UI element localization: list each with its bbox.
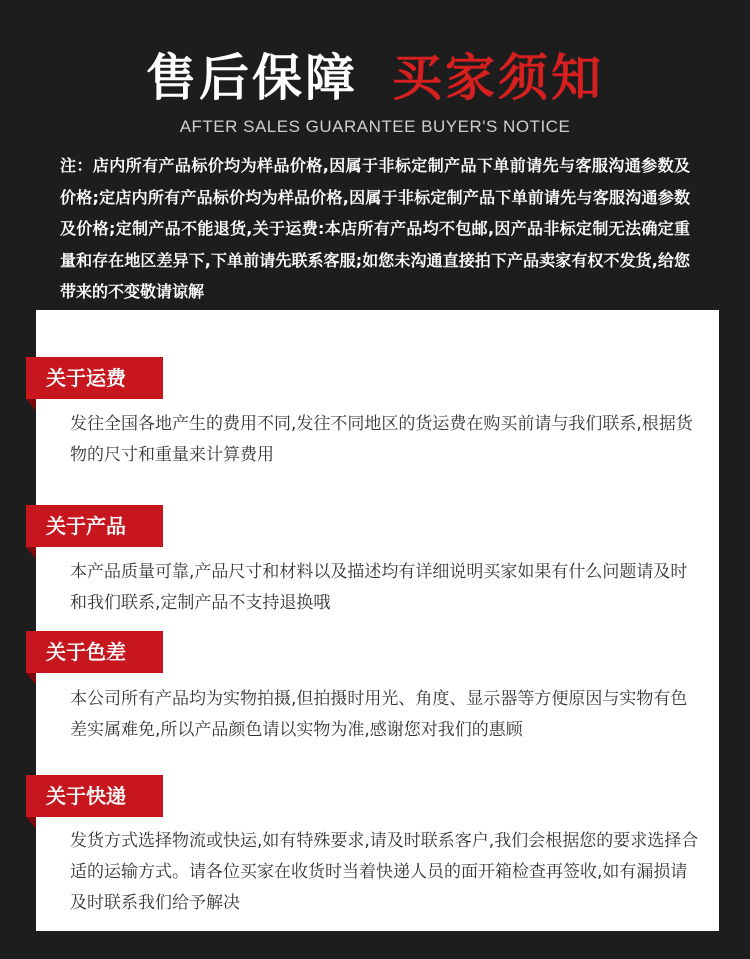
section-tab-color-difference: 关于色差 bbox=[26, 631, 163, 673]
section-body-product: 本产品质量可靠,产品尺寸和材料以及描述均有详细说明买家如果有什么问题请及时和我们联系,定制产品不支持退换哦 bbox=[70, 562, 688, 613]
title-buyers-notice: 买家须知 bbox=[392, 49, 604, 107]
section-tab-shipping: 关于运费 bbox=[26, 357, 163, 399]
notice-text: 注：店内所有产品标价均为样品价格,因属于非标定制产品下单前请先与客服沟通参数及价格;定店内所有产品标价均为样品价格,因属于非标定制产品下单前请先与客服沟通参数及价格;定制产品不能退货,关于运费:本店所有产品均不包邮,因产品非标定制无法确定重量和存在地区差异下,下单前请先联系客服;如您未沟通直接拍下产品卖家有权不发货,给您带来的不变敬请谅解 bbox=[60, 156, 690, 301]
section-body-color-difference: 本公司所有产品均为实物拍摄,但拍摄时用光、角度、显示器等方便原因与实物有色差实属难免,所以产品颜色请以实物为准,感谢您对我们的惠顾 bbox=[70, 689, 688, 740]
section-body-express: 发货方式选择物流或快运,如有特殊要求,请及时联系客户,我们会根据您的要求选择合适的运输方式。请各位买家在收货时当着快递人员的面开箱检查再签收,如有漏损请及时联系我们给予解决 bbox=[70, 831, 699, 913]
page-subtitle: AFTER SALES GUARANTEE BUYER'S NOTICE bbox=[179, 117, 571, 136]
section-tab-product: 关于产品 bbox=[26, 505, 163, 547]
section-body-shipping: 发往全国各地产生的费用不同,发往不同地区的货运费在购买前请与我们联系,根据货物的尺寸和重量来计算费用 bbox=[70, 414, 693, 465]
section-tab-express: 关于快递 bbox=[26, 775, 163, 817]
title-after-sales: 售后保障 bbox=[146, 49, 358, 107]
page-title bbox=[0, 38, 750, 110]
